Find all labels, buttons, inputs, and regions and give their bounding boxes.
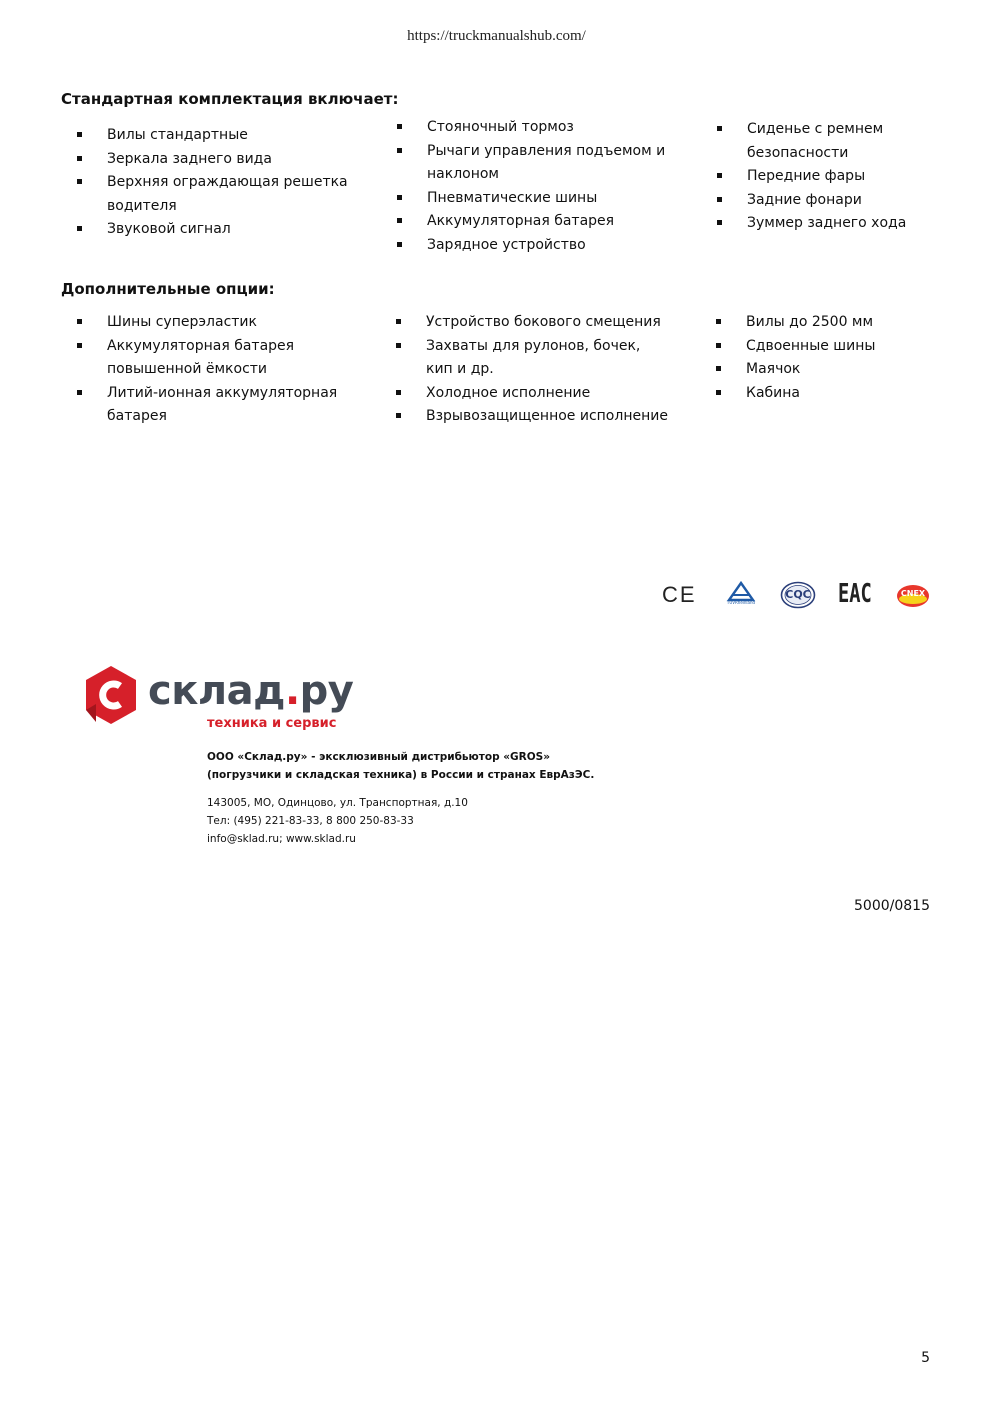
standard-list-col1 (77, 124, 357, 242)
list-item: Маячок (716, 358, 931, 382)
list-item: Зарядное устройство (397, 234, 667, 258)
list-item: Кабина (716, 382, 931, 406)
standard-heading: Стандартная комплектация включает: (61, 90, 399, 108)
list-item: Звуковой сигнал (77, 218, 357, 242)
list-item: Стояночный тормоз (397, 116, 667, 140)
source-url: https://truckmanualshub.com/ (407, 28, 586, 44)
list-item: Передние фары (717, 165, 932, 189)
list-item: Сдвоенные шины (716, 335, 931, 359)
certification-marks (662, 580, 934, 612)
options-list-col3 (716, 311, 931, 405)
tuv-mark-icon: TÜVRheinland (724, 580, 758, 612)
list-item: Вилы до 2500 мм (716, 311, 931, 335)
logo-tagline: техника и сервис (207, 716, 337, 731)
phone-line: Тел: (495) 221-83-33, 8 800 250-83-33 (207, 815, 414, 827)
options-heading: Дополнительные опции: (61, 280, 275, 298)
list-item: Устройство бокового смещения (396, 311, 671, 335)
list-item: Пневматические шины (397, 187, 667, 211)
page-number: 5 (921, 1350, 930, 1366)
list-item: Задние фонари (717, 189, 932, 213)
list-item: Захваты для рулонов, бочек, кип и др. (396, 335, 671, 382)
sklad-logo-icon (82, 664, 140, 726)
list-item: Аккумуляторная батарея повышенной ёмкости (77, 335, 347, 382)
standard-list-col3 (717, 118, 932, 236)
ce-mark-icon: CE (662, 582, 697, 607)
options-list-col1 (77, 311, 347, 429)
company-description: ООО «Склад.ру» - эксклюзивный дистрибьютор «GROS» (погрузчики и складская техника) в России и странах ЕврАзЭС. (207, 751, 595, 781)
list-item: Взрывозащищенное исполнение (396, 405, 671, 429)
list-item: Холодное исполнение (396, 382, 671, 406)
list-item: Вилы стандартные (77, 124, 357, 148)
list-item: Аккумуляторная батарея (397, 210, 667, 234)
list-item: Сиденье с ремнем безопасности (717, 118, 932, 165)
cnex-mark-icon: CNEX (896, 584, 930, 612)
sklad-logo-text: склад.ру (148, 668, 354, 714)
document-code: 5000/0815 (854, 898, 930, 914)
options-list-col2 (396, 311, 671, 429)
email-web-line: info@sklad.ru; www.sklad.ru (207, 833, 356, 845)
company-contacts (207, 794, 468, 848)
address-line: 143005, МО, Одинцово, ул. Транспортная, д.10 (207, 797, 468, 809)
list-item: Шины суперэластик (77, 311, 347, 335)
list-item: Литий-ионная аккумуляторная батарея (77, 382, 347, 429)
eac-mark-icon: EAC (838, 579, 872, 609)
list-item: Зуммер заднего хода (717, 212, 932, 236)
cqc-mark-icon: CQC (780, 580, 816, 614)
list-item: Зеркала заднего вида (77, 148, 357, 172)
standard-list-col2 (397, 116, 667, 257)
list-item: Рычаги управления подъемом и наклоном (397, 140, 667, 187)
list-item: Верхняя ограждающая решетка водителя (77, 171, 357, 218)
